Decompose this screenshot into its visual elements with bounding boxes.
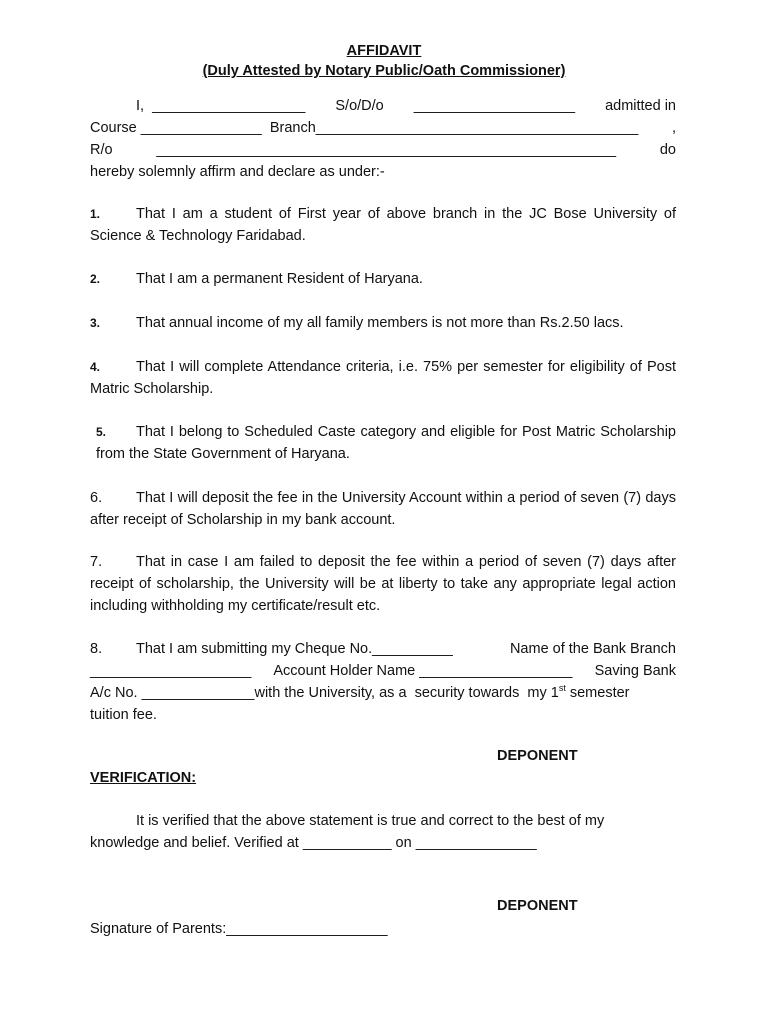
intro-line-1: I, ___________________ S/o/D/o ____________________ admitted in [136, 98, 676, 114]
verification-heading: VERIFICATION: [90, 770, 197, 786]
parents-signature-line: Signature of Parents:____________________ [90, 921, 388, 937]
clause-1: 1. That I am a student of First year of above branch in the JC Bose University of Science & Technology Faridabad. [90, 206, 676, 244]
clause-8-line-4: tuition fee. [90, 707, 157, 723]
verification-text-2: knowledge and belief. Verified at ___________ on _______________ [90, 835, 537, 851]
clause-8-line-1: 8. That I am submitting my Cheque No.__________ Name of the Bank Branch [90, 641, 676, 657]
deponent-label-1: DEPONENT [497, 748, 578, 764]
clause-6: 6. That I will deposit the fee in the University Account within a period of seven (7) days after receipt of Scholarship in my bank account. [90, 490, 676, 528]
verification-text-1: It is verified that the above statement is true and correct to the best of my [136, 813, 605, 829]
intro-line-4: hereby solemnly affirm and declare as under:- [90, 164, 385, 180]
deponent-label-2: DEPONENT [497, 898, 578, 914]
clause-3: 3. That annual income of my all family members is not more than Rs.2.50 lacs. [90, 315, 624, 331]
document-title: AFFIDAVIT [346, 43, 422, 59]
clause-8-line-3: A/c No. ______________with the University, as a security towards my 1st semester [90, 683, 630, 701]
clause-5: 5. That I belong to Scheduled Caste category and eligible for Post Matric Scholarship from the State Government of Haryana. [96, 424, 676, 462]
intro-line-3: R/o _________________________________________________________ do [90, 142, 676, 158]
clause-8-line-2: ____________________ Account Holder Name ___________________ Saving Bank [90, 663, 676, 679]
document-subtitle: (Duly Attested by Notary Public/Oath Commissioner) [202, 63, 566, 79]
clause-4: 4. That I will complete Attendance criteria, i.e. 75% per semester for eligibility of Post Matric Scholarship. [90, 359, 676, 397]
clause-2: 2. That I am a permanent Resident of Haryana. [90, 271, 423, 287]
intro-line-2: Course _______________ Branch________________________________________ , [90, 120, 676, 136]
clause-7: 7. That in case I am failed to deposit the fee within a period of seven (7) days after receipt of scholarship, the University will be at liberty to take any appropriate legal action including withholding my certificate/result etc. [90, 554, 676, 614]
